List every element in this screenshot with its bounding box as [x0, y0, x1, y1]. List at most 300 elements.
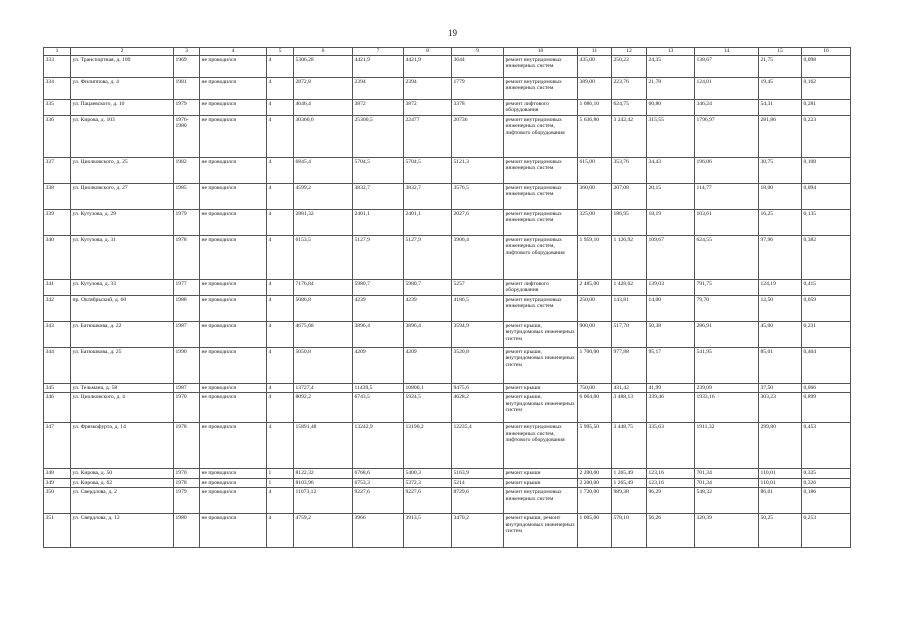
address-cell: ул. Кирова, д. 62	[71, 478, 174, 487]
last-repair-cell: не проводился	[200, 423, 267, 469]
residential-area-cell: 9227,6	[404, 488, 452, 514]
category-cell: 4	[267, 78, 294, 100]
residential-area-cell: 3872	[404, 100, 452, 116]
address-cell: ул. Кутузова, д. 31	[71, 236, 174, 280]
fund-share-cell: 207,08	[612, 184, 647, 210]
work-type-cell: ремонт крыши, внутридомовых инженерных систем	[504, 393, 578, 423]
regional-share-cell: 24,35	[647, 56, 695, 78]
build-year-cell: 1979	[174, 210, 200, 236]
address-cell: ул. Батюшкова, д. 22	[71, 322, 174, 348]
work-type-cell: ремонт внутридомовых инженерных систем	[504, 210, 578, 236]
repair-register-table	[43, 47, 851, 548]
fund-share-cell: 3 488,13	[612, 393, 647, 423]
ratio-cell: 0,066	[802, 384, 851, 393]
total-cost-cell: 1 700,00	[578, 348, 612, 384]
work-type-cell: ремонт лифтового оборудования	[504, 280, 578, 296]
ratio-cell: 0,453	[802, 423, 851, 469]
total-cost-cell: 389,00	[578, 78, 612, 100]
local-share-cell: 346,24	[695, 100, 759, 116]
table-row	[44, 280, 851, 296]
owners-share-cell: 281,86	[759, 116, 802, 158]
residential-area-cell: 5372,3	[404, 478, 452, 487]
total-cost-cell: 325,00	[578, 210, 612, 236]
total-area-cell: 5050,8	[294, 348, 353, 384]
ratio-cell: 0,059	[802, 296, 851, 322]
row-number-cell: 349	[44, 478, 71, 487]
local-share-cell: 1796,97	[695, 116, 759, 158]
fund-share-cell: 143,81	[612, 296, 647, 322]
work-type-cell: ремонт крыши	[504, 478, 578, 487]
non-residential-area-cell: 4186,5	[452, 296, 504, 322]
local-share-cell: 701,34	[695, 478, 759, 487]
total-cost-cell: 1 005,00	[578, 514, 612, 548]
owners-share-cell: 16,25	[759, 210, 802, 236]
ratio-cell: 0,253	[802, 514, 851, 548]
work-type-cell: ремонт внутридомовых инженерных систем	[504, 78, 578, 100]
work-type-cell: ремонт внутридомовых инженерных систем	[504, 56, 578, 78]
living-area-cell: 13242,9	[353, 423, 404, 469]
ratio-cell: 0,135	[802, 210, 851, 236]
local-share-cell: 548,32	[695, 488, 759, 514]
category-cell: 4	[267, 488, 294, 514]
header-cell: 9	[452, 48, 504, 56]
total-area-cell: 5086,8	[294, 296, 353, 322]
build-year-cell: 1970	[174, 469, 200, 478]
row-number-cell: 337	[44, 158, 71, 184]
row-number-cell: 350	[44, 488, 71, 514]
local-share-cell: 239,09	[695, 384, 759, 393]
total-area-cell: 4675,68	[294, 322, 353, 348]
residential-area-cell: 4209	[404, 348, 452, 384]
row-number-cell: 340	[44, 236, 71, 280]
ratio-cell: 0,162	[802, 78, 851, 100]
regional-share-cell: 95,17	[647, 348, 695, 384]
address-cell: ул. Циолковского, д. 4	[71, 393, 174, 423]
total-area-cell: 6845,4	[294, 158, 353, 184]
owners-share-cell: 299,80	[759, 423, 802, 469]
address-cell: ул. Кирова, д. 50	[71, 469, 174, 478]
page-number: 19	[448, 28, 457, 38]
work-type-cell: ремонт внутридомовых инженерных систем, лифтового оборудования	[504, 423, 578, 469]
residential-area-cell: 4239	[404, 296, 452, 322]
ratio-cell: 0,186	[802, 488, 851, 514]
fund-share-cell: 3 242,42	[612, 116, 647, 158]
header-cell: 14	[695, 48, 759, 56]
non-residential-area-cell: 1779	[452, 78, 504, 100]
total-area-cell: 7176,84	[294, 280, 353, 296]
header-cell: 7	[353, 48, 404, 56]
header-cell: 15	[759, 48, 802, 56]
non-residential-area-cell: 2027,6	[452, 210, 504, 236]
local-share-cell: 138,67	[695, 56, 759, 78]
build-year-cell: 1978	[174, 236, 200, 280]
local-share-cell: 114,77	[695, 184, 759, 210]
living-area-cell: 6753,3	[353, 478, 404, 487]
table-row	[44, 78, 851, 100]
regional-share-cell: 14,00	[647, 296, 695, 322]
header-cell: 2	[71, 48, 174, 56]
work-type-cell: ремонт внутридомовых инженерных систем	[504, 184, 578, 210]
local-share-cell: 103,61	[695, 210, 759, 236]
address-cell: ул. Тельмана, д. 58	[71, 384, 174, 393]
table-body	[44, 56, 851, 548]
regional-share-cell: 20,15	[647, 184, 695, 210]
living-area-cell: 4209	[353, 348, 404, 384]
living-area-cell: 6768,6	[353, 469, 404, 478]
total-cost-cell: 250,00	[578, 296, 612, 322]
category-cell: 4	[267, 158, 294, 184]
regional-share-cell: 18,19	[647, 210, 695, 236]
table-row	[44, 488, 851, 514]
owners-share-cell: 303,23	[759, 393, 802, 423]
residential-area-cell: 22477	[404, 116, 452, 158]
living-area-cell: 5980,7	[353, 280, 404, 296]
residential-area-cell: 5924,5	[404, 393, 452, 423]
work-type-cell: ремонт крыши	[504, 384, 578, 393]
header-cell: 4	[200, 48, 267, 56]
header-cell: 1	[44, 48, 71, 56]
residential-area-cell: 3832,7	[404, 184, 452, 210]
category-cell: 4	[267, 184, 294, 210]
regional-share-cell: 50,38	[647, 322, 695, 348]
table-row	[44, 210, 851, 236]
table-row	[44, 423, 851, 469]
address-cell: ул. Кирова, д. 103	[71, 116, 174, 158]
owners-share-cell: 110,01	[759, 469, 802, 478]
table-row	[44, 296, 851, 322]
last-repair-cell: не проводился	[200, 478, 267, 487]
total-cost-cell: 2 200,00	[578, 478, 612, 487]
fund-share-cell: 989,38	[612, 488, 647, 514]
column-number-row	[44, 48, 851, 56]
non-residential-area-cell: 5214	[452, 478, 504, 487]
regional-share-cell: 123,16	[647, 478, 695, 487]
last-repair-cell: не проводился	[200, 384, 267, 393]
residential-area-cell: 3913,5	[404, 514, 452, 548]
category-cell: 4	[267, 210, 294, 236]
category-cell: 1	[267, 469, 294, 478]
local-share-cell: 124,01	[695, 78, 759, 100]
local-share-cell: 1911,32	[695, 423, 759, 469]
total-cost-cell: 900,00	[578, 322, 612, 348]
owners-share-cell: 37,50	[759, 384, 802, 393]
ratio-cell: 0,382	[802, 236, 851, 280]
total-area-cell: 4646,4	[294, 100, 353, 116]
owners-share-cell: 110,01	[759, 478, 802, 487]
address-cell: ул. Транспортная, д. 109	[71, 56, 174, 78]
local-share-cell: 791,75	[695, 280, 759, 296]
category-cell: 4	[267, 280, 294, 296]
total-area-cell: 2872,8	[294, 78, 353, 100]
build-year-cell: 1980	[174, 514, 200, 548]
table-row	[44, 514, 851, 548]
fund-share-cell: 1 265,49	[612, 478, 647, 487]
total-area-cell: 8103,96	[294, 478, 353, 487]
build-year-cell: 1978	[174, 423, 200, 469]
local-share-cell: 196,06	[695, 158, 759, 184]
owners-share-cell: 86,01	[759, 488, 802, 514]
row-number-cell: 347	[44, 423, 71, 469]
last-repair-cell: не проводился	[200, 116, 267, 158]
category-cell: 4	[267, 393, 294, 423]
table-row	[44, 322, 851, 348]
fund-share-cell: 624,75	[612, 100, 647, 116]
category-cell: 4	[267, 100, 294, 116]
residential-area-cell: 10800,1	[404, 384, 452, 393]
residential-area-cell: 13190,2	[404, 423, 452, 469]
build-year-cell: 1981	[174, 78, 200, 100]
category-cell: 4	[267, 236, 294, 280]
regional-share-cell: 123,16	[647, 469, 695, 478]
regional-share-cell: 315,55	[647, 116, 695, 158]
category-cell: 4	[267, 296, 294, 322]
total-cost-cell: 615,00	[578, 158, 612, 184]
work-type-cell: ремонт внутридомовых инженерных систем, лифтового оборудования	[504, 236, 578, 280]
owners-share-cell: 85,01	[759, 348, 802, 384]
table-row	[44, 348, 851, 384]
build-year-cell: 1987	[174, 322, 200, 348]
non-residential-area-cell: 8729,6	[452, 488, 504, 514]
regional-share-cell: 339,46	[647, 393, 695, 423]
residential-area-cell: 3896,4	[404, 322, 452, 348]
regional-share-cell: 335,63	[647, 423, 695, 469]
total-area-cell: 30360,6	[294, 116, 353, 158]
build-year-cell: 1977	[174, 280, 200, 296]
non-residential-area-cell: 3470,2	[452, 514, 504, 548]
non-residential-area-cell: 3906,4	[452, 236, 504, 280]
non-residential-area-cell: 20736	[452, 116, 504, 158]
last-repair-cell: не проводился	[200, 322, 267, 348]
address-cell: ул. Циолковского, д. 25	[71, 158, 174, 184]
header-cell: 12	[612, 48, 647, 56]
table-row	[44, 393, 851, 423]
residential-area-cell: 2401,1	[404, 210, 452, 236]
address-cell: ул. Циолковского, д. 27	[71, 184, 174, 210]
regional-share-cell: 21,78	[647, 78, 695, 100]
total-area-cell: 4599,2	[294, 184, 353, 210]
living-area-cell: 4239	[353, 296, 404, 322]
work-type-cell: ремонт внутридомовых инженерных систем	[504, 296, 578, 322]
residential-area-cell: 5980,7	[404, 280, 452, 296]
category-cell: 4	[267, 384, 294, 393]
table-row	[44, 478, 851, 487]
last-repair-cell: не проводился	[200, 236, 267, 280]
total-area-cell: 5306,28	[294, 56, 353, 78]
local-share-cell: 624,55	[695, 236, 759, 280]
row-number-cell: 341	[44, 280, 71, 296]
ratio-cell: 0,108	[802, 158, 851, 184]
header-cell: 3	[174, 48, 200, 56]
table-row	[44, 469, 851, 478]
row-number-cell: 334	[44, 78, 71, 100]
fund-share-cell: 353,76	[612, 158, 647, 184]
address-cell: ул. Фрязкофурта, д. 14	[71, 423, 174, 469]
category-cell: 1	[267, 478, 294, 487]
build-year-cell: 1988	[174, 296, 200, 322]
build-year-cell: 1985	[174, 184, 200, 210]
local-share-cell: 79,70	[695, 296, 759, 322]
owners-share-cell: 21,75	[759, 56, 802, 78]
work-type-cell: ремонт внутридомовых инженерных систем, лифтового оборудования	[504, 116, 578, 158]
last-repair-cell: не проводился	[200, 158, 267, 184]
living-area-cell: 5127,9	[353, 236, 404, 280]
fund-share-cell: 517,70	[612, 322, 647, 348]
ratio-cell: 0,231	[802, 322, 851, 348]
non-residential-area-cell: 3576,5	[452, 184, 504, 210]
table-row	[44, 384, 851, 393]
total-cost-cell: 2 485,00	[578, 280, 612, 296]
residential-area-cell: 2394	[404, 78, 452, 100]
header-cell: 13	[647, 48, 695, 56]
work-type-cell: ремонт крыши	[504, 469, 578, 478]
build-year-cell: 1970	[174, 393, 200, 423]
build-year-cell: 1979	[174, 488, 200, 514]
owners-share-cell: 18,00	[759, 184, 802, 210]
living-area-cell: 4421,9	[353, 56, 404, 78]
header-cell: 5	[267, 48, 294, 56]
total-area-cell: 13727,4	[294, 384, 353, 393]
last-repair-cell: не проводился	[200, 348, 267, 384]
living-area-cell: 9227,6	[353, 488, 404, 514]
regional-share-cell: 34,43	[647, 158, 695, 184]
non-residential-area-cell: 5163,9	[452, 469, 504, 478]
living-area-cell: 3896,4	[353, 322, 404, 348]
table-row	[44, 116, 851, 158]
address-cell: ул. Кутузова, д. 29	[71, 210, 174, 236]
owners-share-cell: 19,45	[759, 78, 802, 100]
row-number-cell: 346	[44, 393, 71, 423]
category-cell: 4	[267, 514, 294, 548]
row-number-cell: 344	[44, 348, 71, 384]
table-row	[44, 158, 851, 184]
work-type-cell: ремонт крыши, внутридомовых инженерных систем	[504, 322, 578, 348]
living-area-cell: 25300,5	[353, 116, 404, 158]
category-cell: 4	[267, 423, 294, 469]
header-cell: 8	[404, 48, 452, 56]
build-year-cell: 1979	[174, 100, 200, 116]
fund-share-cell: 1 126,92	[612, 236, 647, 280]
non-residential-area-cell: 12235,4	[452, 423, 504, 469]
last-repair-cell: не проводился	[200, 393, 267, 423]
address-cell: ул. Филиппова, д. 4	[71, 78, 174, 100]
owners-share-cell: 97,96	[759, 236, 802, 280]
total-cost-cell: 360,00	[578, 184, 612, 210]
row-number-cell: 338	[44, 184, 71, 210]
owners-share-cell: 124,19	[759, 280, 802, 296]
address-cell: ул. Кутузова, д. 33	[71, 280, 174, 296]
total-cost-cell: 5 995,50	[578, 423, 612, 469]
residential-area-cell: 5704,5	[404, 158, 452, 184]
last-repair-cell: не проводился	[200, 56, 267, 78]
ratio-cell: 0,899	[802, 393, 851, 423]
living-area-cell: 2401,1	[353, 210, 404, 236]
build-year-cell: 1976-1980	[174, 116, 200, 158]
fund-share-cell: 431,42	[612, 384, 647, 393]
non-residential-area-cell: 3644	[452, 56, 504, 78]
build-year-cell: 1969	[174, 56, 200, 78]
total-area-cell: 15891,48	[294, 423, 353, 469]
fund-share-cell: 1 265,49	[612, 469, 647, 478]
non-residential-area-cell: 9475,6	[452, 384, 504, 393]
total-area-cell: 8122,32	[294, 469, 353, 478]
fund-share-cell: 250,22	[612, 56, 647, 78]
header-cell: 10	[504, 48, 578, 56]
living-area-cell: 11439,5	[353, 384, 404, 393]
row-number-cell: 351	[44, 514, 71, 548]
local-share-cell: 541,95	[695, 348, 759, 384]
residential-area-cell: 4421,9	[404, 56, 452, 78]
living-area-cell: 3832,7	[353, 184, 404, 210]
local-share-cell: 286,91	[695, 322, 759, 348]
work-type-cell: ремонт крыши, внутридомовых инженерных систем	[504, 348, 578, 384]
owners-share-cell: 30,75	[759, 158, 802, 184]
fund-share-cell: 223,76	[612, 78, 647, 100]
work-type-cell: ремонт лифтового оборудования	[504, 100, 578, 116]
row-number-cell: 333	[44, 56, 71, 78]
last-repair-cell: не проводился	[200, 210, 267, 236]
table-row	[44, 56, 851, 78]
total-cost-cell: 5 636,80	[578, 116, 612, 158]
ratio-cell: 0,415	[802, 280, 851, 296]
total-area-cell: 2881,32	[294, 210, 353, 236]
build-year-cell: 1982	[174, 158, 200, 184]
non-residential-area-cell: 3520,8	[452, 348, 504, 384]
last-repair-cell: не проводился	[200, 280, 267, 296]
total-cost-cell: 1 086,10	[578, 100, 612, 116]
category-cell: 4	[267, 322, 294, 348]
owners-share-cell: 45,00	[759, 322, 802, 348]
build-year-cell: 1990	[174, 348, 200, 384]
address-cell: пр. Октябрьский, д. 60	[71, 296, 174, 322]
fund-share-cell: 1 428,62	[612, 280, 647, 296]
address-cell: ул. Свердлова, д. 2	[71, 488, 174, 514]
non-residential-area-cell: 5121,3	[452, 158, 504, 184]
ratio-cell: 0,223	[802, 116, 851, 158]
regional-share-cell: 109,67	[647, 236, 695, 280]
table-row	[44, 236, 851, 280]
row-number-cell: 339	[44, 210, 71, 236]
last-repair-cell: не проводился	[200, 514, 267, 548]
last-repair-cell: не проводился	[200, 296, 267, 322]
non-residential-area-cell: 3594,9	[452, 322, 504, 348]
ratio-cell: 0,098	[802, 56, 851, 78]
total-area-cell: 8092,2	[294, 393, 353, 423]
row-number-cell: 342	[44, 296, 71, 322]
row-number-cell: 348	[44, 469, 71, 478]
category-cell: 4	[267, 116, 294, 158]
fund-share-cell: 186,95	[612, 210, 647, 236]
living-area-cell: 5704,5	[353, 158, 404, 184]
address-cell: ул. Свердлова, д. 12	[71, 514, 174, 548]
last-repair-cell: не проводился	[200, 100, 267, 116]
build-year-cell: 1987	[174, 384, 200, 393]
header-cell: 6	[294, 48, 353, 56]
last-repair-cell: не проводился	[200, 184, 267, 210]
build-year-cell: 1978	[174, 478, 200, 487]
table-row	[44, 184, 851, 210]
ratio-cell: 0,325	[802, 469, 851, 478]
last-repair-cell: не проводился	[200, 78, 267, 100]
table-row	[44, 100, 851, 116]
work-type-cell: ремонт внутридомовых инженерных систем	[504, 158, 578, 184]
regional-share-cell: 41,99	[647, 384, 695, 393]
category-cell: 4	[267, 56, 294, 78]
regional-share-cell: 56,26	[647, 514, 695, 548]
ratio-cell: 0,326	[802, 478, 851, 487]
regional-share-cell: 139,03	[647, 280, 695, 296]
total-cost-cell: 435,00	[578, 56, 612, 78]
address-cell: ул. Пацаевского, д. 10	[71, 100, 174, 116]
